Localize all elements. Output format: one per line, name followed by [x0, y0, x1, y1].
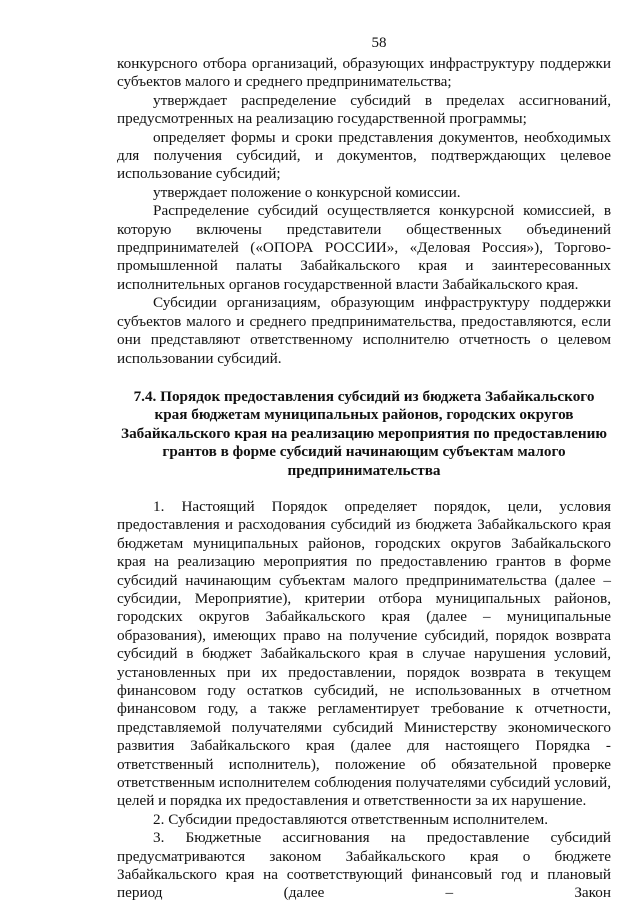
paragraph-continuation: конкурсного отбора организаций, образующих инфраструктуру поддержки субъектов малого и среднего предпринимательства;	[117, 55, 611, 91]
paragraph-define-forms: определяет формы и сроки представления документов, необходимых для получения субсидий, и документов, подтверждающих целевое использование субсидий;	[117, 128, 611, 183]
paragraph-subsidies-reporting: Субсидии организациям, образующим инфраструктуру поддержки субъектов малого и среднего предпринимательства, предоставляются, если они представляют ответственному исполнителю отчетность о целевом использовании субсидий.	[117, 294, 611, 367]
paragraph-item-2: 2. Субсидии предоставляются ответственным исполнителем.	[153, 810, 549, 828]
paragraph-approve-commission: утверждает положение о конкурсной комиссии.	[153, 183, 461, 201]
document-page	[117, 34, 611, 903]
page-number: 58	[371, 35, 387, 51]
section-heading: 7.4. Порядок предоставления субсидий из бюджета Забайкальского края бюджетам муниципальных районов, городских округов Забайкальского края на реализацию мероприятия по предоставлению грантов в форме субсидий начинающим субъектам малого предпринимательства	[121, 387, 607, 479]
paragraph-item-1: 1. Настоящий Порядок определяет порядок, цели, условия предоставления и расходования субсидий из бюджета Забайкальского края бюджетам муниципальных районов, городских округов Забайкальского края на реализацию мероприятия по предоставлению грантов в форме субсидий начинающим субъектам малого предпринимательства (далее – субсидии, Мероприятие), критерии отбора муниципальных районов, городских округов Забайкальского края (далее – муниципальные образования), имеющих право на получение субсидий, порядок возврата субсидий в бюджет Забайкальского края в случае нарушения условий, установленных при их предоставлении, порядок возврата в текущем финансовом году остатков субсидий, не использованных в отчетном финансовом году, а также регламентирует требование к отчетности, представляемой получателями субсидий Министерству экономического развития Забайкальского края (далее для настоящего Порядка - ответственный исполнитель), положение об обязательной проверке ответственным исполнителем соблюдения получателями субсидий условий, целей и порядка их предоставления и ответственности за их нарушение.	[117, 497, 611, 810]
paragraph-item-3: 3. Бюджетные ассигнования на предоставление субсидий предусматриваются законом Забайкальского края о бюджете Забайкальского края на соответствующий финансовый год и плановый период (далее – Закон	[117, 829, 611, 902]
paragraph-approve-distribution: утверждает распределение субсидий в пределах ассигнований, предусмотренных на реализацию государственной программы;	[117, 91, 611, 128]
paragraph-distribution-commission: Распределение субсидий осуществляется конкурсной комиссией, в которую включены представители общественных объединений предпринимателей («ОПОРА РОССИИ», «Деловая Россия»), Торгово-промышленной палаты Забайкальского края и заинтересованных исполнительных органов государственной власти Забайкальского края.	[117, 202, 611, 293]
